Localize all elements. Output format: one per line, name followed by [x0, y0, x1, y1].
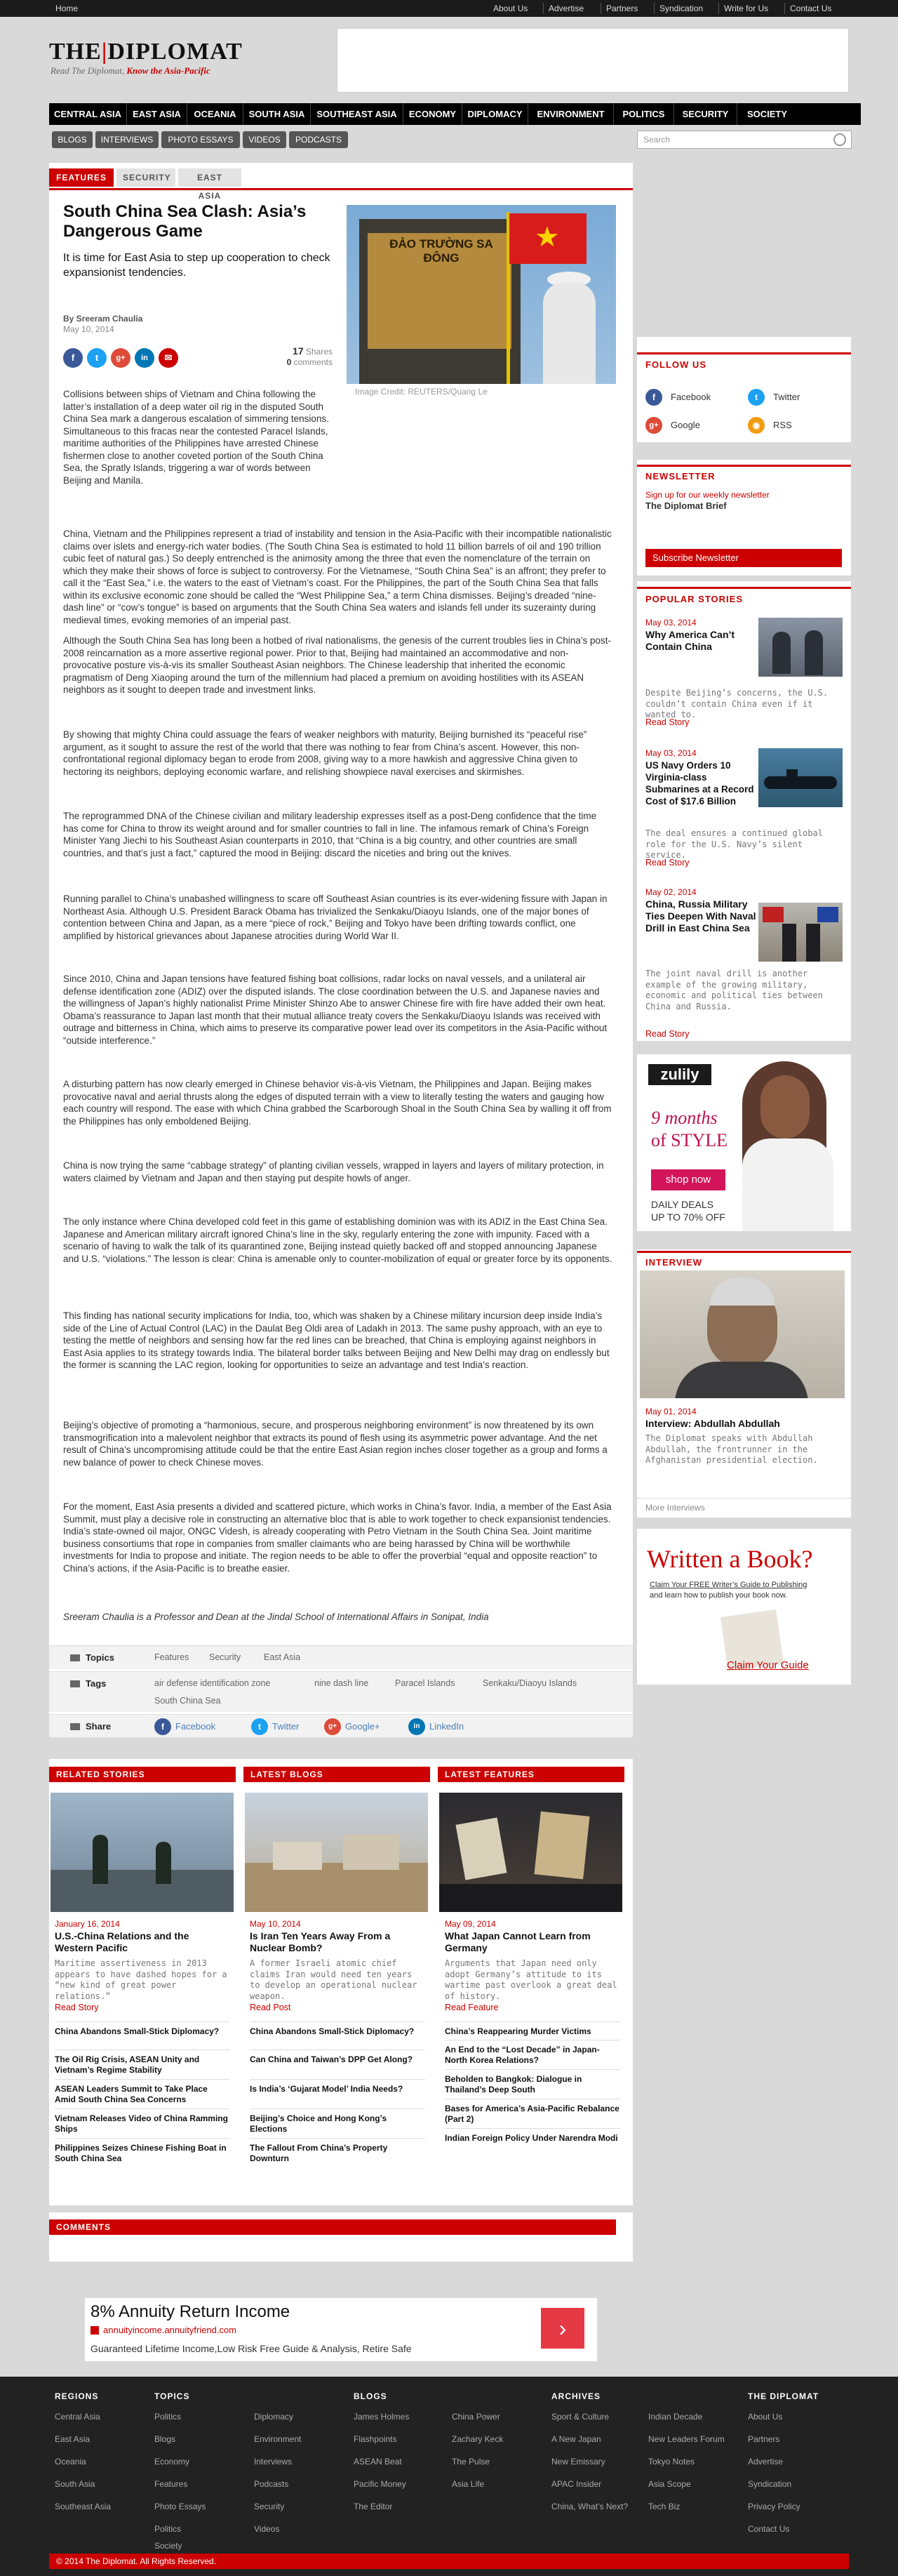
article-paragraph: This finding has national security implications for India, too, which was shaken by a Chinese military incursion deep inside India’s side of the Line of Actual Control (LAC) in the Daulat Beg Oldi area of Ladakh in 2013. The same pushy approach, with an eye to testing the mettle of neighbors and sensing how far the red lines can be breached, that China is employing against neighbors in East Asia applies to its strategy towards India. The bilateral border talks between Beijing and New Delhi may drag on endlessly but the former is scanning the LAC region, looking for opportunities to seize an advantage and test India’s reaction.	[63, 1310, 610, 1370]
footer-link[interactable]: Zachary Keck	[452, 2434, 504, 2444]
footer-blogs-head: BLOGS	[354, 2391, 387, 2401]
follow-twitter[interactable]: Twitter	[773, 392, 800, 402]
footer-link[interactable]: Environment	[254, 2434, 302, 2444]
footer-link[interactable]: China, What’s Next?	[551, 2502, 629, 2511]
related-story-image[interactable]	[51, 1793, 234, 1912]
footer-link[interactable]: James Holmes	[354, 2412, 410, 2422]
topics-label: Topics	[86, 1652, 114, 1663]
tag-link[interactable]: South China Sea	[154, 1696, 221, 1706]
popular-date: May 03, 2014	[645, 748, 697, 758]
popular-excerpt: Despite Beijing’s concerns, the U.S. couldn’t contain China even if it wanted to.	[645, 688, 829, 719]
interview-date: May 01, 2014	[645, 1407, 697, 1416]
feature-list-item[interactable]: An End to the “Lost Decade” in Japan-North Korea Relations?	[445, 2040, 620, 2066]
zulily-ad[interactable]: zulily 9 months of STYLE shop now DAILY DEALS UP TO 70% OFF	[637, 1054, 851, 1231]
article-paragraph: China is now trying the same “cabbage strategy” of planting civilian vessels, wrapped in layers and layers of military protection, in waters claimed by Vietnam and Japan and then staying put despite howls of anger.	[63, 1160, 604, 1183]
header-ad[interactable]	[337, 28, 849, 93]
latest-blogs-header: LATEST BLOGS	[243, 1767, 430, 1782]
popular-date: May 03, 2014	[645, 618, 697, 628]
footer-link[interactable]: ASEAN Beat	[354, 2457, 402, 2467]
subnav-photo-essays[interactable]: PHOTO ESSAYS	[161, 131, 240, 148]
footer-link[interactable]: Southeast Asia	[55, 2502, 112, 2511]
footer-link[interactable]: Tech Biz	[648, 2502, 681, 2511]
tag-link[interactable]: air defense identification zone	[154, 1678, 271, 1688]
newsletter-brief: The Diplomat Brief	[645, 500, 727, 511]
article-hero-image: ĐẢO TRƯỜNG SA ĐÔNG ★	[347, 205, 616, 384]
popular-read-story[interactable]: Read Story	[645, 717, 690, 727]
popular-thumb[interactable]	[758, 748, 843, 807]
feature-excerpt: Arguments that Japan need only adopt Germany’s attitude to its wartime past overlook a great deal of history.	[445, 1958, 617, 2001]
nav-politics[interactable]: POLITICS	[613, 103, 674, 125]
twitter-share-icon[interactable]: t	[87, 348, 107, 368]
blog-list-item[interactable]: The Fallout From China’s Property Downturn	[250, 2138, 425, 2164]
footer-link[interactable]: Photo Essays	[154, 2502, 206, 2511]
email-share-icon[interactable]: ✉	[159, 348, 178, 368]
feature-date: May 09, 2014	[445, 1919, 496, 1929]
article-paragraph: Beijing’s objective of promoting a “harmonious, secure, and prosperous neighboring environment” is now threatened by its own transmogrification into a malevolent neighbor that extracts its pound of flesh using its asymmetric power advantage. And the net result of China’s uncompromising attitude could be that the entire East Asian region inches closer together as a group and forms a new balance of power to check Chinese moves.	[63, 1420, 608, 1468]
footer-topics-head: TOPICS	[154, 2391, 190, 2401]
footer-diplomat-head: THE DIPLOMAT	[748, 2391, 819, 2401]
tags-row	[49, 1671, 633, 1712]
popular-read-story[interactable]: Read Story	[645, 858, 690, 868]
feature-list-item[interactable]: Beholden to Bangkok: Dialogue in Thailand’s Deep South	[445, 2069, 620, 2095]
bottom-ad[interactable]: 8% Annuity Return Income annuityincome.annuityfriend.com Guaranteed Lifetime Income,Low Risk Free Guide & Analysis, Retire Safe ›	[85, 2298, 597, 2361]
related-list-item[interactable]: Vietnam Releases Video of China Ramming Ships	[55, 2109, 230, 2135]
topics-row	[49, 1645, 633, 1669]
book-ad[interactable]: Written a Book? Claim Your FREE Writer’s Guide to Publishing and learn how to publish your book now. Claim Your Guide	[637, 1529, 851, 1685]
latest-features-header: LATEST FEATURES	[438, 1767, 624, 1782]
site-tagline: Read The Diplomat, Know the Asia-Pacific	[51, 65, 210, 76]
subnav-videos[interactable]: VIDEOS	[243, 131, 286, 148]
article-paragraph: The only instance where China developed cold feet in this game of establishing dominion was with its ADIZ in the East China Sea. Japanese and American military aircraft ignored China’s line in the sky, regularly entering the zone with impunity. Faced with a scenario of having to walk the talk of its quarantined zone, Beijing instead quietly backed off and stopped announcing Japanese and U.S. “violations.” The lesson is clear: China is amenable only to counter-mobilization of equal or greater force by its opponents.	[63, 1216, 612, 1264]
tag-link[interactable]: nine dash line	[314, 1678, 369, 1688]
interview-title-head: INTERVIEW	[645, 1257, 702, 1268]
nav-economy[interactable]: ECONOMY	[403, 103, 462, 125]
topic-link[interactable]: Features	[154, 1652, 189, 1662]
popular-excerpt: The joint naval drill is another example of the growing military, economic and political ties between China and Russia.	[645, 969, 823, 1011]
more-interviews-link[interactable]: More Interviews	[645, 1503, 705, 1513]
image-credit: Image Credit: REUTERS/Quang Le	[355, 387, 488, 397]
subnav-blogs[interactable]: BLOGS	[52, 131, 93, 148]
footer-link[interactable]: Blogs	[154, 2434, 176, 2444]
tab-east-asia[interactable]: EAST ASIA	[178, 168, 241, 187]
nav-central-asia[interactable]: CENTRAL ASIA	[53, 109, 122, 119]
footer-link[interactable]: Central Asia	[55, 2412, 100, 2422]
newsletter-title: NEWSLETTER	[645, 471, 716, 482]
tab-security[interactable]: SECURITY	[116, 168, 175, 187]
google-icon[interactable]: g+	[645, 417, 662, 434]
blog-list-item[interactable]: Is India’s ‘Gujarat Model’ India Needs?	[250, 2079, 425, 2094]
top-link-partners[interactable]: Partners	[601, 3, 643, 14]
article-paragraph: Although the South China Sea has long been a hotbed of rival nationalisms, the genesis of the current troubles lies in China’s post-2008 reincarnation as a more assertive regional power. Prior to that, Beijing had maintained an accommodative and non-provocative posture vis-à-vis its smaller Southeast Asian neighbors. The Chinese leadership that inherited the economic pragmatism of Deng Xiaoping around the turn of the millennium had placed a premium on avoiding hostilities with its ASEAN neighbors as it sought to deepen trade and investment links.	[63, 635, 611, 695]
footer-link[interactable]: China Power	[452, 2412, 500, 2422]
related-date: January 16, 2014	[55, 1919, 120, 1929]
footer-link[interactable]: Tokyo Notes	[648, 2457, 695, 2467]
popular-excerpt: The deal ensures a continued global role for the U.S. Navy’s silent service.	[645, 828, 823, 860]
top-link-contact[interactable]: Contact Us	[784, 3, 836, 14]
comments-header: COMMENTS	[49, 2219, 616, 2235]
feature-list-item[interactable]: China’s Reappearing Murder Victims	[445, 2021, 620, 2037]
blog-date: May 10, 2014	[250, 1919, 301, 1929]
interview-excerpt: The Diplomat speaks with Abdullah Abdullah, the frontrunner in the Afghanistan presidential election.	[645, 1433, 818, 1465]
googleplus-icon[interactable]: g+	[324, 1718, 341, 1735]
top-link-about[interactable]: About Us	[493, 4, 528, 13]
topic-link[interactable]: East Asia	[264, 1652, 301, 1662]
article-paragraph: The reprogrammed DNA of the Chinese civilian and military leadership expresses itself as a post-Deng confidence that the time has come for China to throw its weight around and for smaller countries to fall in line. The infamous remark of China’s Foreign Minister Yang Jiechi to his Southeast Asian counterparts in 2010, that “China is a big country, and other countries are small countries, and that’s just a fact,” captured the mood in Beijing: discard the niceties and bring out the knives.	[63, 811, 597, 858]
flag-star-icon: ★	[535, 222, 560, 253]
twitter-icon[interactable]: t	[251, 1718, 268, 1735]
subnav-interviews[interactable]: INTERVIEWS	[95, 131, 159, 148]
comments-section	[49, 2212, 633, 2262]
popular-title-link[interactable]: Why America Can’t Contain China	[645, 629, 735, 652]
footer-link[interactable]: Economy	[154, 2457, 190, 2467]
related-read-story[interactable]: Read Story	[55, 2003, 99, 2012]
share-label: Share	[86, 1721, 112, 1732]
feature-title[interactable]: What Japan Cannot Learn from Germany	[445, 1930, 591, 1953]
footer-archives-head: ARCHIVES	[551, 2391, 601, 2401]
tab-features[interactable]: FEATURES	[49, 168, 114, 187]
follow-facebook[interactable]: Facebook	[671, 392, 711, 402]
nav-diplomacy[interactable]: DIPLOMACY	[462, 103, 528, 125]
top-link-write[interactable]: Write for Us	[718, 3, 773, 14]
feature-list-item[interactable]: Bases for America’s Asia-Pacific Rebalance (Part 2)	[445, 2099, 620, 2125]
interview-photo[interactable]	[640, 1270, 845, 1398]
footer-link[interactable]: The Pulse	[452, 2457, 490, 2467]
feature-list-item[interactable]: Indian Foreign Policy Under Narendra Modi	[445, 2128, 620, 2144]
footer-link[interactable]: New Emissary	[551, 2457, 605, 2467]
share-count: 17 Shares	[293, 345, 333, 357]
tag-link[interactable]: Senkaku/Diaoyu Islands	[483, 1678, 577, 1688]
related-list-item[interactable]: ASEAN Leaders Summit to Take Place Amid South China Sea Concerns	[55, 2079, 230, 2105]
footer-link[interactable]: Contact Us	[748, 2524, 790, 2534]
popular-read-story[interactable]: Read Story	[645, 1029, 690, 1039]
footer-link[interactable]: Indian Decade	[648, 2412, 703, 2422]
popular-title: POPULAR STORIES	[645, 594, 744, 604]
popular-title-link[interactable]: China, Russia Military Ties Deepen With Naval Drill in East China Sea	[645, 898, 756, 934]
footer-copyright: © 2014 The Diplomat. All Rights Reserved.	[49, 2554, 849, 2569]
nav-society[interactable]: SOCIETY	[737, 103, 797, 125]
popular-thumb[interactable]	[758, 903, 843, 962]
share-row	[49, 1714, 633, 1738]
article-paragraph: Running parallel to China’s unabashed willingness to scare off Southeast Asian countries is its ever-widening fissure with Japan in Northeast Asia. Although U.S. President Barack Obama has trivialized the Senkaku/Diaoyu Islands, one of the major bones of contention between China and Japan, as a mere “piece of rock,” Beijing and Tokyo have been drifting towards conflict, one amplified by historical grievances about Japanese atrocities during World War II.	[63, 894, 608, 941]
footer-regions-head: REGIONS	[55, 2391, 99, 2401]
nav-south-asia[interactable]: SOUTH ASIA	[243, 103, 310, 125]
nav-southeast-asia[interactable]: SOUTHEAST ASIA	[310, 103, 403, 125]
interview-title[interactable]: Interview: Abdullah Abdullah	[645, 1418, 780, 1429]
share-twitter-link[interactable]: Twitter	[272, 1721, 300, 1732]
site-logo[interactable]: THE|DIPLOMAT	[49, 39, 243, 65]
googleplus-share-icon[interactable]: g+	[111, 348, 130, 368]
nav-oceania[interactable]: OCEANIA	[187, 103, 243, 125]
search-icon[interactable]	[833, 133, 846, 146]
share-facebook-link[interactable]: Facebook	[175, 1721, 216, 1732]
footer-link[interactable]: Oceania	[55, 2457, 86, 2467]
footer-link[interactable]: Politics	[154, 2524, 182, 2534]
footer-link[interactable]: Politics	[154, 2412, 182, 2422]
top-bar	[0, 0, 898, 17]
rss-icon[interactable]: ◉	[748, 417, 765, 434]
article-paragraph: Collisions between ships of Vietnam and China following the latter’s installation of a deep water oil rig in the disputed South China Sea mark a dangerous escalation of simmering tensions. Simultaneous to this fracas near the contested Paracel Islands, maritime authorities of the Philippines have arrested Chinese fishermen close to another coveted portion of the South China Sea, the Spratly Islands, triggering a war of words between Beijing and Manila.	[63, 389, 329, 486]
chevron-right-icon[interactable]: ›	[541, 2308, 584, 2349]
footer-link[interactable]: Podcasts	[254, 2479, 289, 2489]
blog-list-item[interactable]: Beijing’s Choice and Hong Kong’s Elections	[250, 2109, 425, 2135]
footer-link[interactable]: Partners	[748, 2434, 780, 2444]
related-list-item[interactable]: China Abandons Small-Stick Diplomacy?	[55, 2021, 230, 2037]
article-paragraph: For the moment, East Asia presents a divided and scattered picture, which works in China’s favor. India, a member of the East Asia Summit, must play a decisive role in constructing an alternative bloc that is able to work together to check expansionist tendencies. India’s state-owned oil major, ONGC Videsh, is already cooperating with Petro Vietnam in the South China Sea. Joint maritime business consortiums that rope in companies from smaller claimants who are being harassed by China will be worthwhile investments for India to propose and initiate. The region needs to be able to offer the proverbial “equal and opposite reaction” to China’s actions, if the Asia-Pacific is to breathe easier.	[63, 1501, 612, 1574]
footer-link[interactable]: Pacific Money	[354, 2479, 406, 2489]
related-title[interactable]: U.S.-China Relations and the Western Pacific	[55, 1930, 189, 1953]
article-date: May 10, 2014	[63, 324, 114, 334]
subscribe-button[interactable]: Subscribe Newsletter	[645, 549, 842, 567]
top-link-advertise[interactable]: Advertise	[543, 3, 589, 14]
footer-link[interactable]: East Asia	[55, 2434, 91, 2444]
tag-icon	[70, 1680, 80, 1687]
related-excerpt: Maritime assertiveness in 2013 appears to have dashed hopes for a “new kind of great power relations.”	[55, 1958, 227, 2001]
nav-environment[interactable]: ENVIRONMENT	[528, 103, 613, 125]
footer-link[interactable]: Syndication	[748, 2479, 792, 2489]
topic-link[interactable]: Security	[209, 1652, 241, 1662]
tabs-divider	[49, 188, 633, 190]
tag-link[interactable]: Paracel Islands	[395, 1678, 455, 1688]
feature-read-feature[interactable]: Read Feature	[445, 2003, 499, 2012]
blog-excerpt: A former Israeli atomic chief claims Iran would need ten years to develop an operational nuclear weapon.	[250, 1958, 417, 2001]
footer-link[interactable]: Videos	[254, 2524, 280, 2534]
footer-link[interactable]: APAC Insider	[551, 2479, 602, 2489]
article-paragraph: Since 2010, China and Japan tensions have featured fishing boat collisions, radar locks on naval vessels, and a unilateral air defense identification zone (ADIZ) over the disputed islands. The close coordination between the U.S. and Japanese navies and the willingness of Japan’s highly nationalist Prime Minister Shinzo Abe to answer Chinese fire with fire have added their own heat. Obama’s reassurance to Japan last month that their mutual alliance treaty covers the Senkaku/Diaoyu Islands was received with outrage and bitterness in China, which aims to preserve its comparative power lead over its competitors in the Asia-Pacific without “outside interference.”	[63, 974, 608, 1046]
footer-link[interactable]: Flashpoints	[354, 2434, 397, 2444]
footer-link[interactable]: Interviews	[254, 2457, 293, 2467]
footer-link[interactable]: South Asia	[55, 2479, 95, 2489]
tags-label: Tags	[86, 1678, 107, 1689]
nav-security[interactable]: SECURITY	[674, 103, 737, 125]
main-nav	[49, 103, 861, 125]
follow-google[interactable]: Google	[671, 420, 700, 430]
share-icon	[70, 1723, 80, 1730]
search-input[interactable]: Search	[637, 131, 852, 149]
linkedin-share-icon[interactable]: in	[135, 348, 154, 368]
footer-link[interactable]: Sport & Culture	[551, 2412, 610, 2422]
share-linkedin-link[interactable]: LinkedIn	[429, 1721, 464, 1732]
footer-link[interactable]: About Us	[748, 2412, 783, 2422]
article-paragraph: By showing that mighty China could assuage the fears of weaker neighbors with maturity, Beijing burnished its “peaceful rise” argument, as it sought to assure the rest of the world that there was nothing to fear from China’s ascent. However, this non-confrontational regional diplomacy began to erode from 2008, giving way to a more hawkish and aggressive China given to hectoring its neighbors, deploying economic warfare, and relishing showpiece naval exercises and skirmishes.	[63, 729, 587, 777]
newsletter-text: Sign up for our weekly newsletter	[645, 490, 770, 500]
related-list-item[interactable]: Philippines Seizes Chinese Fishing Boat in South China Sea	[55, 2138, 230, 2164]
author-bio: Sreeram Chaulia is a Professor and Dean at the Jindal School of International Affairs in Sonipat, India	[63, 1612, 489, 1622]
article-paragraph: China, Vietnam and the Philippines represent a triad of instability and tension in the Asia-Pacific with their incompatible nationalistic claims over islets and energy-rich water bodies. (The South China Sea is estimated to hold 11 billion barrels of oil and 190 trillion cubic feet of natural gas.) So deeply entrenched is the animosity among the three that even the nomenclature of the terrain on which they make their shows of force is subject to controversy. For the Vietnamese, “South China Sea” is an affront; they prefer to call it the “East Sea,” i.e. the waters to the east of Vietnam’s coast. For the Philippines, the part of the South China Sea that falls within its exclusive economic zone should be called the “West Philippine Sea,” a term China dismisses. Beijing’s dreaded “nine-dash line” or “cow’s tongue” is based on arguments that the South China Sea waters and islands fell under its suzerainty during medieval times, evoking memories of an imperial past.	[63, 529, 612, 625]
top-link-home[interactable]: Home	[55, 4, 79, 13]
footer-link[interactable]: Asia Life	[452, 2479, 485, 2489]
popular-date: May 02, 2014	[645, 887, 697, 897]
blog-list-item[interactable]: China Abandons Small-Stick Diplomacy?	[250, 2021, 425, 2037]
related-list-item[interactable]: The Oil Rig Crisis, ASEAN Unity and Vietnam’s Regime Stability	[55, 2050, 230, 2076]
follow-title: FOLLOW US	[645, 359, 706, 370]
article-byline[interactable]: By Sreeram Chaulia	[63, 314, 143, 324]
nav-east-asia[interactable]: EAST ASIA	[126, 103, 187, 125]
footer-link[interactable]: Advertise	[748, 2457, 784, 2467]
related-stories-header: RELATED STORIES	[49, 1767, 236, 1782]
article-paragraph: A disturbing pattern has now clearly emerged in Chinese behavior vis-à-vis Vietnam, the Philippines and Japan. Beijing makes provocative naval and aerial thrusts along the edges of disputed terrain with a view to literally testing the waters and gauging how each country will respond. The ease with which China grabbed the Scarborough Shoal in the South China Sea by walling it off from the Philippines has only emboldened Beijing.	[63, 1079, 612, 1127]
footer-link[interactable]: A New Japan	[551, 2434, 601, 2444]
facebook-icon[interactable]: f	[645, 389, 662, 406]
footer-link[interactable]: Asia Scope	[648, 2479, 691, 2489]
popular-thumb[interactable]	[758, 618, 843, 677]
folder-icon	[70, 1654, 80, 1661]
article-deck: It is time for East Asia to step up cooperation to check expansionist tendencies.	[63, 252, 330, 279]
blog-title[interactable]: Is Iran Ten Years Away From a Nuclear Bomb?	[250, 1930, 391, 1953]
twitter-icon[interactable]: t	[748, 389, 765, 406]
footer-link[interactable]: Security	[254, 2502, 285, 2511]
follow-rss[interactable]: RSS	[773, 420, 792, 430]
top-link-syndication[interactable]: Syndication	[654, 3, 708, 14]
footer-link[interactable]: Privacy Policy	[748, 2502, 800, 2511]
footer-link[interactable]: Diplomacy	[254, 2412, 294, 2422]
popular-title-link[interactable]: US Navy Orders 10 Virginia-class Submarines at a Record Cost of $17.6 Billion	[645, 760, 754, 806]
comment-count[interactable]: 0 comments	[286, 357, 333, 367]
share-googleplus-link[interactable]: Google+	[345, 1721, 380, 1732]
blog-read-post[interactable]: Read Post	[250, 2003, 291, 2012]
footer-link[interactable]: New Leaders Forum	[648, 2434, 725, 2444]
latest-blog-image[interactable]	[245, 1793, 428, 1912]
footer-link[interactable]: The Editor	[354, 2502, 393, 2511]
subnav-podcasts[interactable]: PODCASTS	[289, 131, 348, 148]
linkedin-icon[interactable]: in	[408, 1718, 425, 1735]
footer-link[interactable]: Society	[154, 2541, 182, 2551]
facebook-icon[interactable]: f	[154, 1718, 171, 1735]
blog-list-item[interactable]: Can China and Taiwan’s DPP Get Along?	[250, 2050, 425, 2065]
article-title: South China Sea Clash: Asia’s Dangerous Game	[63, 202, 307, 241]
facebook-share-icon[interactable]: f	[63, 348, 83, 368]
site-footer	[0, 2377, 898, 2576]
latest-feature-image[interactable]	[439, 1793, 622, 1912]
footer-link[interactable]: Features	[154, 2479, 188, 2489]
